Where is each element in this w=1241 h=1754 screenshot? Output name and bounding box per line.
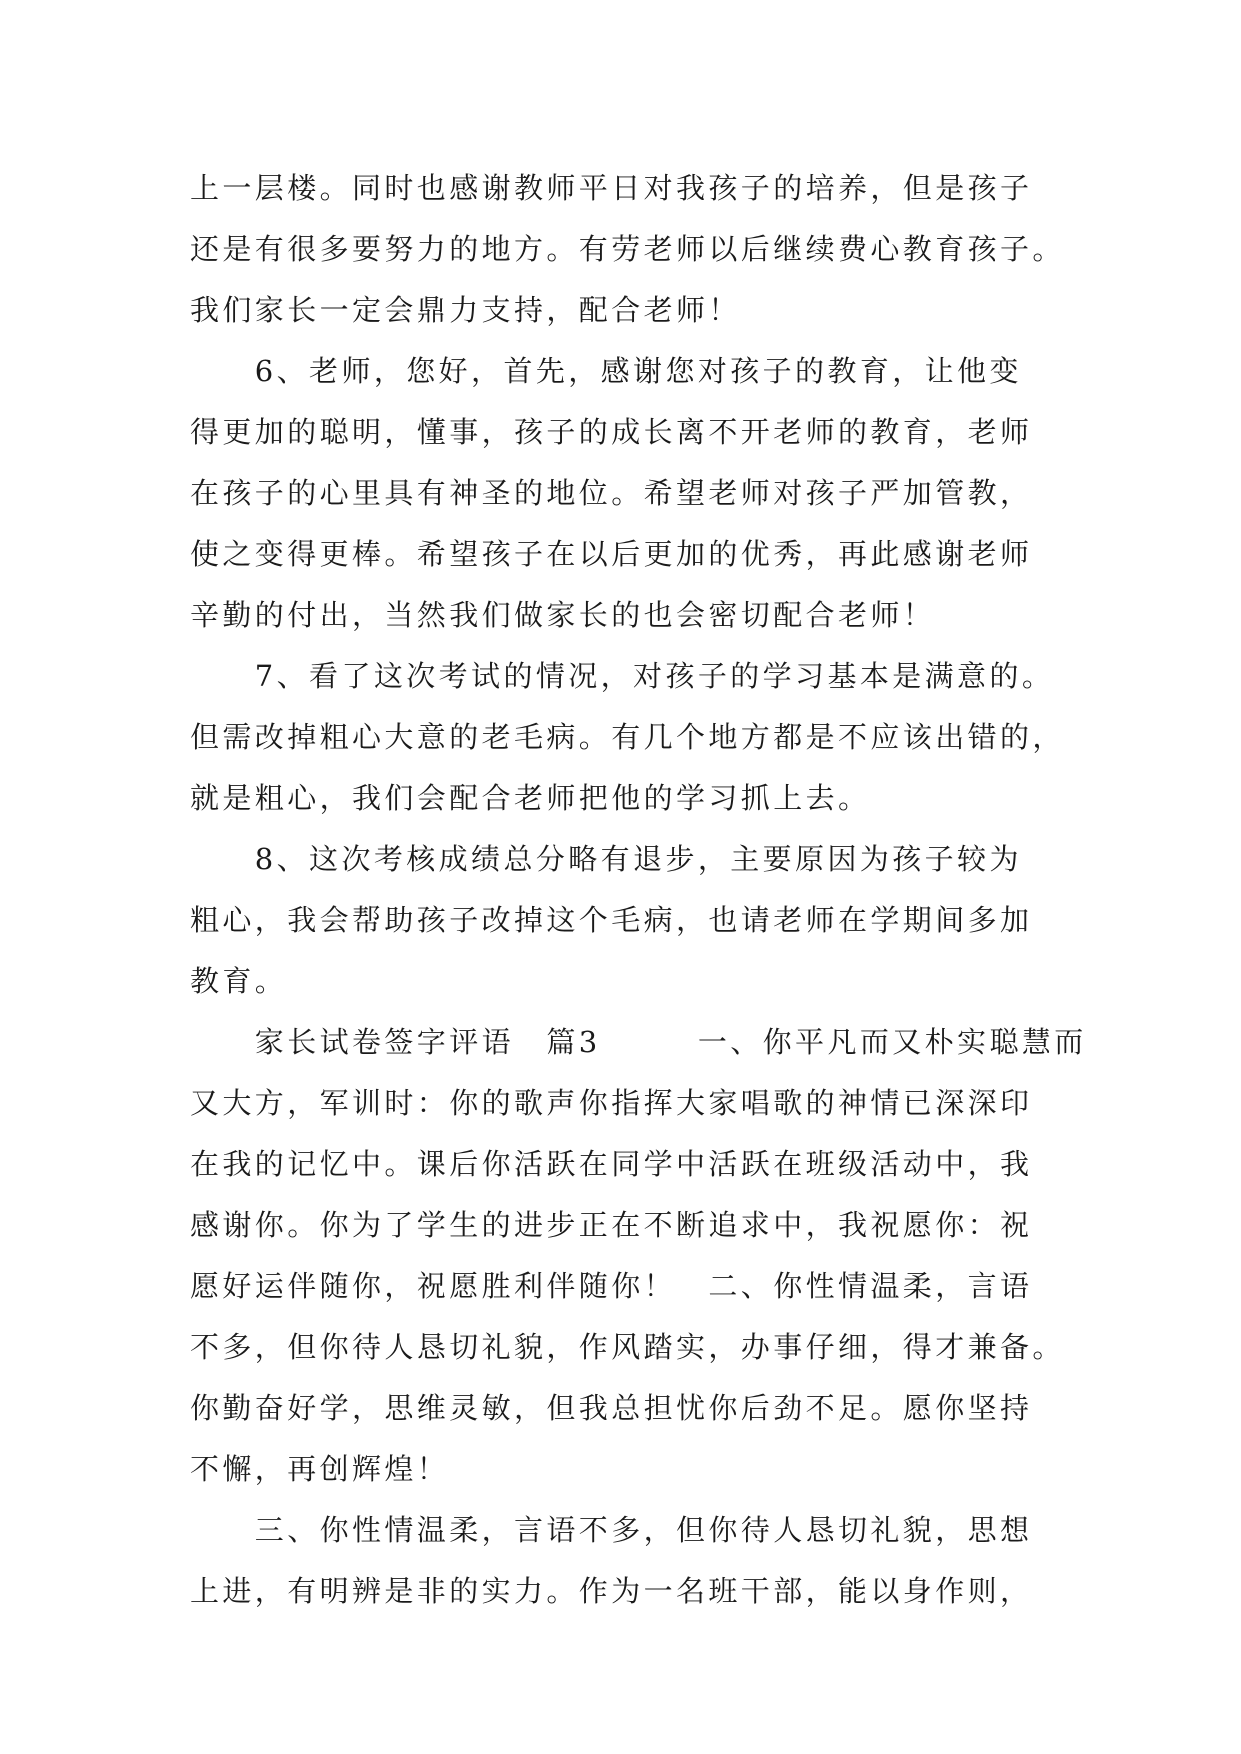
text-line: 三、你性情温柔，言语不多，但你待人恳切礼貌，思想 xyxy=(190,1513,1033,1547)
text-line: 家长试卷签字评语 篇3 一、你平凡而又朴实聪慧而 xyxy=(190,1025,1087,1059)
text-line: 你勤奋好学，思维灵敏，但我总担忧你后劲不足。愿你坚持 xyxy=(190,1391,1033,1425)
text-line: 又大方，军训时：你的歌声你指挥大家唱歌的神情已深深印 xyxy=(190,1086,1033,1120)
text-line: 还是有很多要努力的地方。有劳老师以后继续费心教育孩子。 xyxy=(190,232,1065,266)
text-line: 但需改掉粗心大意的老毛病。有几个地方都是不应该出错的， xyxy=(190,720,1065,754)
text-line: 感谢你。你为了学生的进步正在不断追求中，我祝愿你：祝 xyxy=(190,1208,1033,1242)
text-line: 在我的记忆中。课后你活跃在同学中活跃在班级活动中，我 xyxy=(190,1147,1033,1181)
text-line: 8、这次考核成绩总分略有退步，主要原因为孩子较为 xyxy=(190,842,1022,876)
document-page xyxy=(190,158,1090,1622)
text-line: 愿好运伴随你，祝愿胜利伴随你！ 二、你性情温柔，言语 xyxy=(190,1269,1033,1303)
text-line: 不懈，再创辉煌！ xyxy=(190,1452,450,1486)
text-line: 7、看了这次考试的情况，对孩子的学习基本是满意的。 xyxy=(190,659,1055,693)
text-line: 就是粗心，我们会配合老师把他的学习抓上去。 xyxy=(190,781,871,815)
text-line: 在孩子的心里具有神圣的地位。希望老师对孩子严加管教， xyxy=(190,476,1033,510)
text-line: 上一层楼。同时也感谢教师平日对我孩子的培养，但是孩子 xyxy=(190,171,1033,205)
text-line: 粗心，我会帮助孩子改掉这个毛病，也请老师在学期间多加 xyxy=(190,903,1033,937)
text-line: 上进，有明辨是非的实力。作为一名班干部，能以身作则， xyxy=(190,1574,1033,1608)
text-line: 不多，但你待人恳切礼貌，作风踏实，办事仔细，得才兼备。 xyxy=(190,1330,1065,1364)
text-line: 辛勤的付出，当然我们做家长的也会密切配合老师！ xyxy=(190,598,936,632)
text-line: 教育。 xyxy=(190,964,288,998)
text-line: 6、老师，您好，首先，感谢您对孩子的教育，让他变 xyxy=(190,354,1022,388)
text-line: 得更加的聪明，懂事，孩子的成长离不开老师的教育，老师 xyxy=(190,415,1033,449)
text-line: 我们家长一定会鼎力支持，配合老师！ xyxy=(190,293,741,327)
text-line: 使之变得更棒。希望孩子在以后更加的优秀，再此感谢老师 xyxy=(190,537,1033,571)
